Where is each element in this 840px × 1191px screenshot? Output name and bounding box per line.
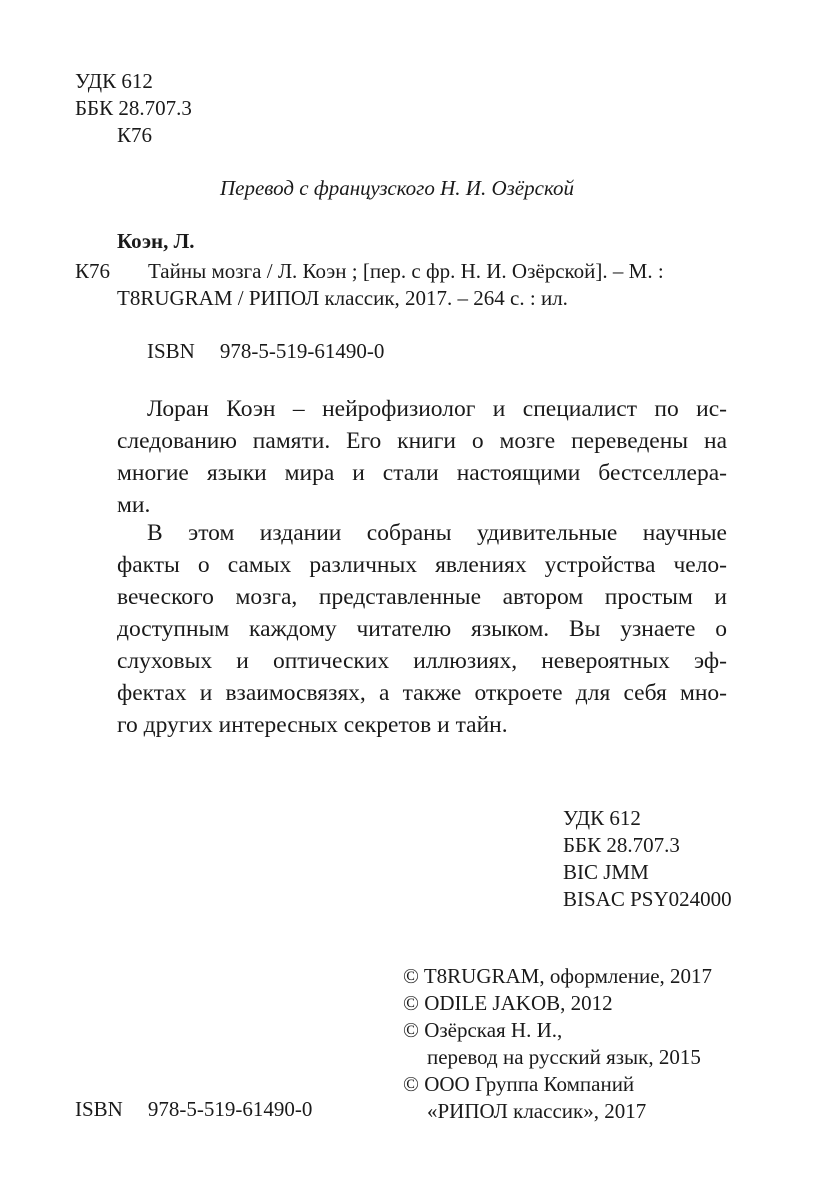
header-bbk: ББК 28.707.3 — [75, 96, 192, 120]
annotation-line: В этом издании собраны удивительные научные — [147, 520, 727, 546]
translator-note: Перевод с французского Н. И. Озёрской — [220, 176, 574, 200]
annotation-line: слуховых и оптических иллюзиях, невероятных эф- — [117, 648, 727, 674]
annotation-line: го других интересных секретов и тайн. — [117, 712, 508, 738]
isbn-top — [147, 338, 384, 365]
annotation-line: ми. — [117, 492, 151, 518]
annotation-line: веческого мозга, представленные автором простым и — [117, 584, 727, 610]
header-udk: УДК 612 — [75, 69, 153, 93]
annotation-line: факты о самых различных явлениях устройства чело- — [117, 552, 727, 578]
annotation-line: доступным каждому читателю языком. Вы узнаете о — [117, 616, 727, 642]
annotation-line: следованию памяти. Его книги о мозге переведены на — [117, 428, 727, 454]
annotation-paragraph-1 — [117, 393, 727, 521]
annotation-line: Лоран Коэн – нейрофизиолог и специалист по ис- — [147, 396, 727, 422]
classification-bisac: BISAC PSY024000 — [563, 887, 732, 911]
bibliographic-line-1: Тайны мозга / Л. Коэн ; [пер. с фр. Н. И. Озёрской]. – М. : — [148, 259, 664, 283]
isbn-label: ISBN — [147, 339, 195, 363]
copyright-line: © ODILE JAKOB, 2012 — [403, 991, 613, 1015]
classification-udk: УДК 612 — [563, 806, 641, 830]
header-codes — [75, 68, 192, 149]
classification-block — [563, 805, 732, 913]
annotation-paragraph-2 — [117, 517, 727, 741]
annotation-line: многие языки мира и стали настоящими бестселлера- — [117, 460, 727, 486]
annotation-line: фектах и взаимосвязях, а также откроете для себя мно- — [117, 680, 727, 706]
classification-bbk: ББК 28.707.3 — [563, 833, 680, 857]
header-author-code: К76 — [117, 123, 153, 147]
isbn-number: 978-5-519-61490-0 — [219, 339, 385, 363]
classification-bic: BIC JMM — [563, 860, 649, 884]
isbn-bottom-number: 978-5-519-61490-0 — [147, 1097, 313, 1121]
copyright-line: © ООО Группа Компаний — [403, 1072, 635, 1096]
copyright-line: «РИПОЛ классик», 2017 — [427, 1099, 647, 1123]
isbn-bottom-label: ISBN — [75, 1097, 123, 1121]
copyright-block — [403, 963, 712, 1125]
copyright-line: © T8RUGRAM, оформление, 2017 — [403, 964, 713, 988]
isbn-bottom — [75, 1096, 312, 1123]
copyright-line: © Озёрская Н. И., — [403, 1018, 563, 1042]
copyright-line: перевод на русский язык, 2015 — [427, 1045, 701, 1069]
bibliographic-code: К76 — [75, 259, 111, 283]
author-name: Коэн, Л. — [117, 229, 195, 253]
bibliographic-line-2: T8RUGRAM / РИПОЛ классик, 2017. – 264 с. : ил. — [117, 286, 568, 310]
